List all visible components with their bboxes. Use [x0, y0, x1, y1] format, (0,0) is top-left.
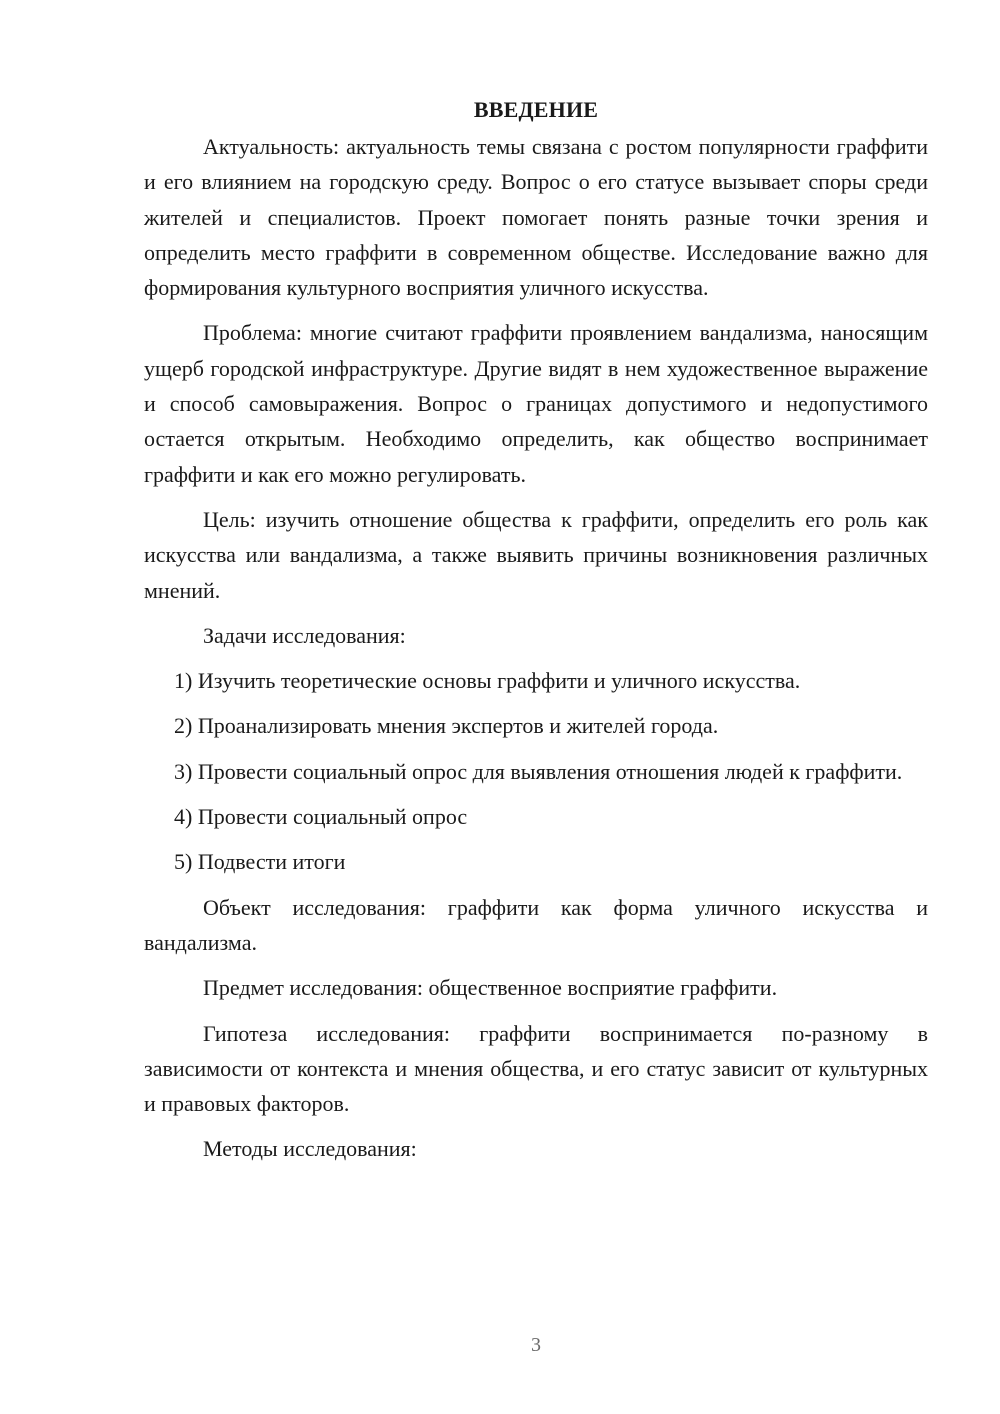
list-item: 1) Изучить теоретические основы граффити и уличного искусства. [174, 668, 801, 694]
subject-paragraph: Предмет исследования: общественное восприятие граффити. [203, 975, 778, 1001]
list-item: 2) Проанализировать мнения экспертов и жителей города. [174, 713, 719, 739]
list-item: 5) Подвести итоги [174, 849, 346, 875]
problem-paragraph: Проблема: многие считают граффити проявлением вандализма, наносящим ущерб городской инфраструктуре. Другие видят в нем художественное выражение и способ самовыражения. Вопрос о границах допустимого и недопустимого остается открытым. Необходимо определить, как общество воспринимает граффити и как его можно регулировать. [144, 320, 928, 487]
page-number: 3 [531, 1334, 541, 1356]
hypothesis-paragraph: Гипотеза исследования: граффити воспринимается по-разному в зависимости от контекста и мнения общества, и его статус зависит от культурных и правовых факторов. [144, 1020, 928, 1117]
tasks-list [144, 663, 928, 879]
list-item: 4) Провести социальный опрос [174, 804, 468, 830]
relevance-paragraph: Актуальность: актуальность темы связана с ростом популярности граффити и его влиянием на городскую среду. Вопрос о его статусе вызывает споры среди жителей и специалистов. Проект помогает понять разные точки зрения и определить место граффити в современном обществе. Исследование важно для формирования культурного восприятия уличного искусства. [144, 134, 928, 301]
document-page [144, 92, 928, 1177]
object-paragraph: Объект исследования: граффити как форма уличного искусства и вандализма. [144, 894, 928, 955]
section-heading: ВВЕДЕНИЕ [473, 97, 599, 122]
list-item: 3) Провести социальный опрос для выявления отношения людей к граффити. [174, 758, 903, 784]
goal-paragraph: Цель: изучить отношение общества к граффити, определить его роль как искусства или вандализма, а также выявить причины возникновения различных мнений. [144, 506, 928, 603]
tasks-title: Задачи исследования: [203, 622, 406, 648]
methods-title: Методы исследования: [203, 1136, 417, 1162]
